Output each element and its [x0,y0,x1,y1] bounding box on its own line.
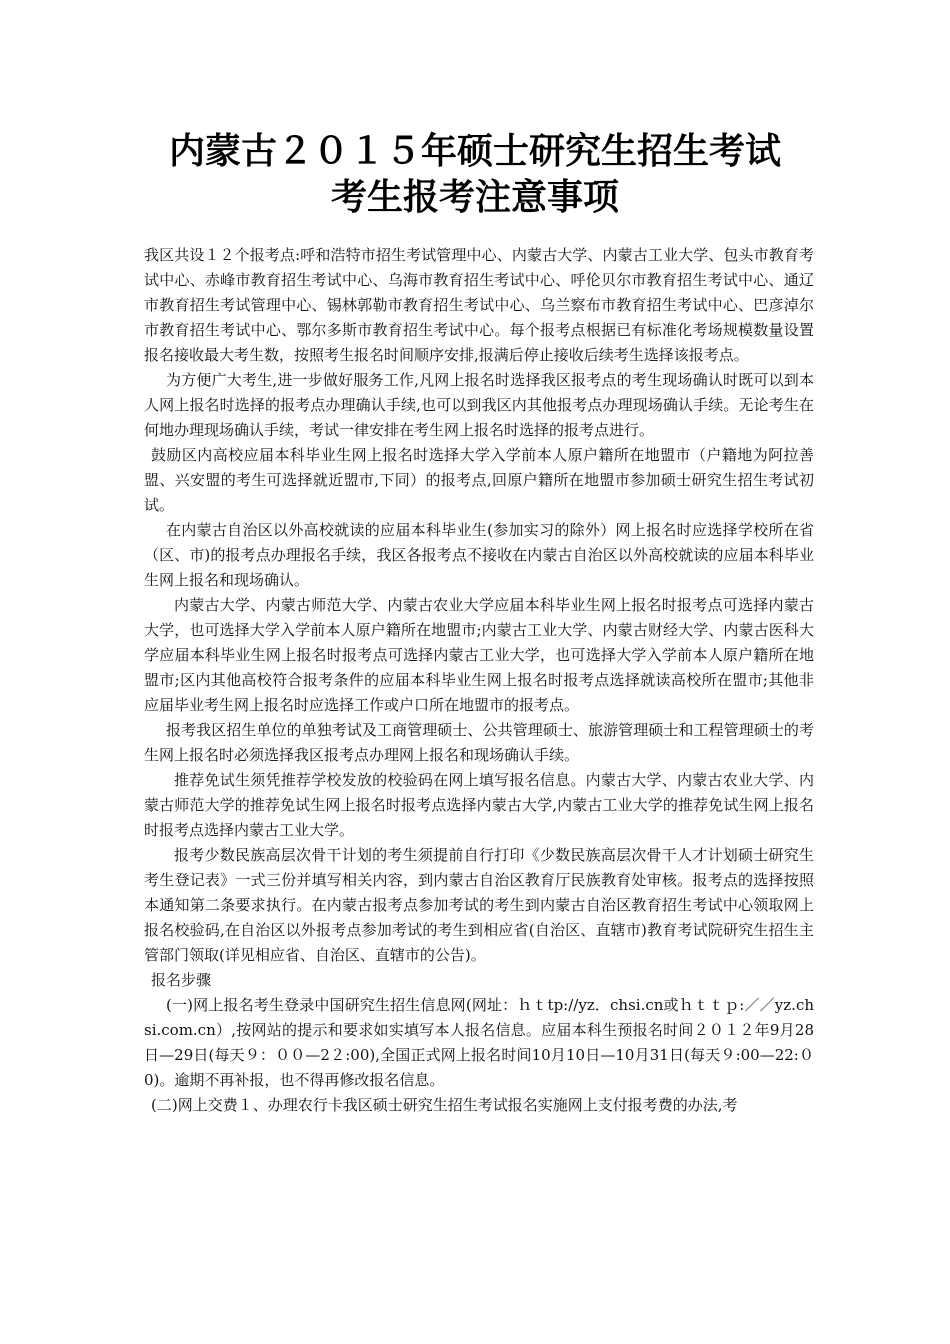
document-title-line-1: 内蒙古２０１５年硕士研究生招生考试 [168,131,781,172]
document-title-line-2: 考生报考注意事项 [330,177,619,218]
paragraph-out-of-region-students: 在内蒙古自治区以外高校就读的应届本科毕业生(参加实习的除外）网上报名时应选择学校所在省（区、市)的报考点办理报名手续，我区各报考点不接收在内蒙古自治区以外高校就读的应届本科毕业生网上报名和现场确认。 [144,521,814,589]
paragraph-onsite-confirmation: 为方便广大考生,进一步做好服务工作,凡网上报名时选择我区报考点的考生现场确认时既可以到本人网上报名时选择的报考点办理确认手续,也可以到我区内其他报考点办理现场确认手续。无论考生在何地办理现场确认手续，考试一律安排在考生网上报名时选择的报考点进行。 [144,371,814,439]
paragraph-step-online-registration: (一)网上报名考生登录中国研究生招生信息网(网址：ｈｔtp://yz．chsi.cn或ｈｔｔｐ:／／yz.chsi.com.cn）,按网站的提示和要求如实填写本人报名信息。应届本科生预报名时间２０１２年9月28日—29日(每天９：００—2２:00),全国正式网上报名时间10月10日—10月31日(每天９:00—22:０0)。逾期不再补报，也不得再修改报名信息。 [144,996,814,1089]
paragraph-minority-plan: 报考少数民族高层次骨干计划的考生须提前自行打印《少数民族高层次骨干人才计划硕士研究生考生登记表》一式三份并填写相关内容，到内蒙古自治区教育厅民族教育处审核。报考点的选择按照本通知第二条要求执行。在内蒙古报考点参加考试的考生到内蒙古自治区教育招生考试中心领取网上报名校验码,在自治区以外报考点参加考试的考生到相应省(自治区、直辖市)教育考试院研究生招生主管部门领取(详见相应省、自治区、直辖市的公告)。 [144,846,814,964]
paragraph-encourage-hometown: 鼓励区内高校应届本科毕业生网上报名时选择大学入学前本人原户籍所在地盟市（户籍地为阿拉善盟、兴安盟的考生可选择就近盟市,下同）的报考点,回原户籍所在地盟市参加硕士研究生招生考试初试。 [144,446,814,514]
document-body [144,243,814,1118]
paragraph-professional-degrees: 报考我区招生单位的单独考试及工商管理硕士、公共管理硕士、旅游管理硕士和工程管理硕士的考生网上报名时必须选择我区报考点办理网上报名和现场确认手续。 [144,721,814,764]
paragraph-report-sites: 我区共设１２个报考点:呼和浩特市招生考试管理中心、内蒙古大学、内蒙古工业大学、包头市教育考试中心、赤峰市教育招生考试中心、乌海市教育招生考试中心、呼伦贝尔市教育招生考试中心、通辽市教育招生考试管理中心、锡林郭勒市教育招生考试中心、乌兰察布市教育招生考试中心、巴彦淖尔市教育招生考试中心、鄂尔多斯市教育招生考试中心。每个报考点根据已有标准化考场规模数量设置报名接收最大考生数，按照考生报名时间顺序安排,报满后停止接收后续考生选择该报考点。 [144,246,814,364]
section-heading-registration-steps: 报名步骤 [151,971,212,989]
paragraph-recommended-students: 推荐免试生须凭推荐学校发放的校验码在网上填写报名信息。内蒙古大学、内蒙古农业大学、内蒙古师范大学的推荐免试生网上报名时报考点选择内蒙古大学,内蒙古工业大学的推荐免试生网上报名时报考点选择内蒙古工业大学。 [144,771,814,839]
paragraph-university-site-choice: 内蒙古大学、内蒙古师范大学、内蒙古农业大学应届本科毕业生网上报名时报考点可选择内蒙古大学，也可选择大学入学前本人原户籍所在地盟市;内蒙古工业大学、内蒙古财经大学、内蒙古医科大学应届本科毕业生网上报名时报考点可选择内蒙古工业大学，也可选择大学入学前本人原户籍所在地盟市;区内其他高校符合报考条件的应届本科毕业生网上报名时报考点选择就读高校所在盟市;其他非应届毕业考生网上报名时应选择工作或户口所在地盟市的报考点。 [144,596,814,714]
paragraph-step-online-payment: (二)网上交费１、办理农行卡我区硕士研究生招生考试报名实施网上支付报考费的办法,考 [151,1096,738,1114]
